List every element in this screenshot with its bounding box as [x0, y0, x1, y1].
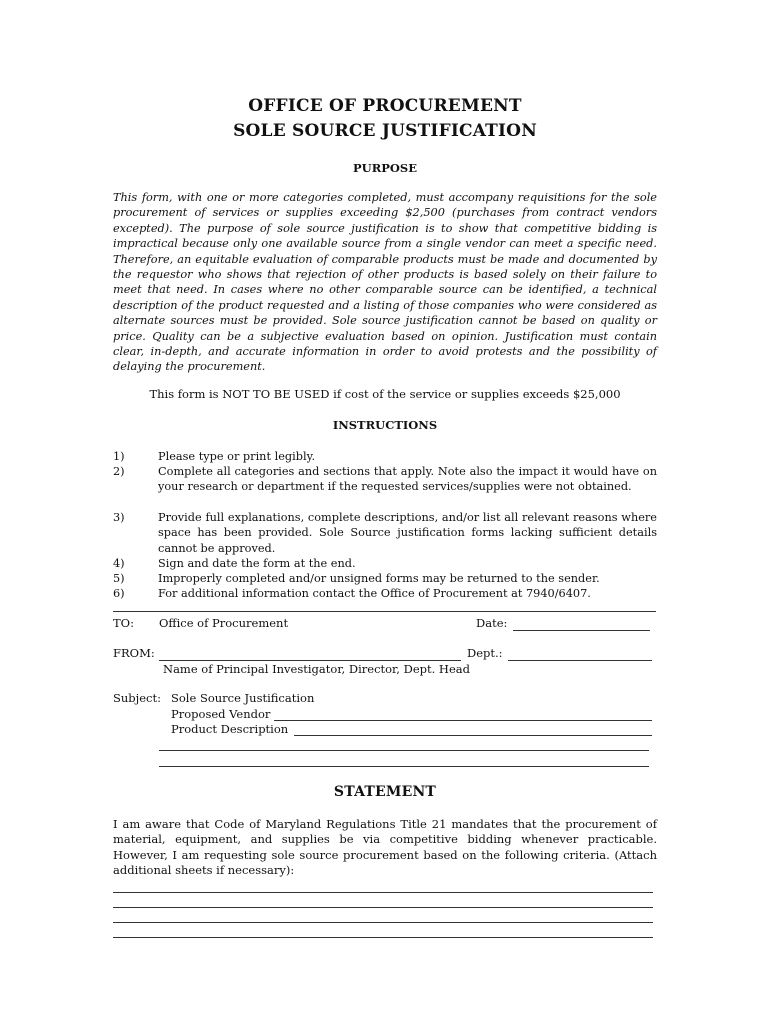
instruction-text: Provide full explanations, complete descriptions, and/or list all relevant reasons where space has been provided. Sole Source justification forms lacking sufficient details cannot be approved.: [158, 511, 657, 555]
from-label: FROM:: [113, 646, 155, 660]
statement-heading: STATEMENT: [333, 784, 437, 800]
instruction-item: [113, 556, 657, 572]
statement-answer-line[interactable]: [113, 892, 653, 893]
instruction-text: Sign and date the form at the end.: [158, 557, 356, 570]
product-description-line[interactable]: [159, 766, 649, 767]
statement-answer-line[interactable]: [113, 907, 653, 908]
purpose-heading: PURPOSE: [353, 161, 417, 175]
date-field[interactable]: [513, 630, 650, 631]
vendor-label: Proposed Vendor: [171, 707, 271, 721]
product-label: Product Description: [171, 722, 289, 736]
instruction-item: [113, 464, 657, 510]
instruction-number: 2): [113, 465, 125, 478]
statement-answer-line[interactable]: [113, 937, 653, 938]
instruction-number: 5): [113, 572, 125, 585]
instruction-number: 1): [113, 450, 125, 463]
instruction-number: 3): [113, 511, 125, 524]
date-label: Date:: [476, 616, 508, 630]
instruction-text: Please type or print legibly.: [158, 450, 316, 463]
instruction-text: Complete all categories and sections that apply. Note also the impact it would have on your research or department if the requested services/supplies were not obtained.: [158, 465, 657, 494]
instruction-text: Improperly completed and/or unsigned forms may be returned to the sender.: [158, 572, 600, 585]
page-title-line1: OFFICE OF PROCUREMENT: [248, 96, 522, 116]
subject-label: Subject:: [113, 691, 161, 705]
subject-value: Sole Source Justification: [171, 691, 315, 705]
purpose-text: This form, with one or more categories completed, must accompany requisitions for the sole procurement of services or supplies exceeding $2,500 (purchases from contract vendors excepted). The purpose of sole source justification is to show that competitive bidding is impractical because only one available source from a single vendor can meet a specific need. Therefore, an equitable evaluation of comparable products must be made and documented by the requestor who shows that rejection of other products is based solely on their failure to meet that need. In cases where no other comparable source can be identified, a technical description of the product requested and a listing of those companies who were considered as alternate sources must be provided. Sole source justification cannot be based on quality or price. Quality can be a subjective evaluation based on opinion. Justification must contain clear, in-depth, and accurate information in order to avoid protests and the possibility of delaying the procurement.: [113, 191, 657, 374]
from-caption: Name of Principal Investigator, Director, Dept. Head: [163, 662, 470, 676]
instruction-item: [113, 586, 657, 602]
to-label: TO:: [113, 616, 134, 630]
instruction-item: [113, 510, 657, 556]
instruction-text: For additional information contact the Office of Procurement at 7940/6407.: [158, 587, 591, 600]
product-description-line[interactable]: [159, 750, 649, 751]
dept-label: Dept.:: [467, 646, 503, 660]
to-value: Office of Procurement: [159, 616, 289, 630]
dept-field[interactable]: [508, 660, 652, 661]
page-title-line2: SOLE SOURCE JUSTIFICATION: [233, 121, 537, 141]
instruction-item: [113, 571, 657, 587]
instruction-number: 6): [113, 587, 125, 600]
section-divider: [113, 611, 656, 612]
instructions-heading: INSTRUCTIONS: [332, 418, 438, 432]
product-description-field[interactable]: [294, 735, 652, 736]
instruction-number: 4): [113, 557, 125, 570]
statement-text: I am aware that Code of Maryland Regulations Title 21 mandates that the procurement of material, equipment, and supplies be via competitive bidding whenever practicable. However, I am requesting sole source procurement based on the following criteria. (Attach additional sheets if necessary):: [113, 817, 657, 878]
usage-limit-note: This form is NOT TO BE USED if cost of the service or supplies exceeds $25,000: [149, 387, 621, 401]
vendor-field[interactable]: [274, 720, 652, 721]
instruction-item: [113, 449, 657, 465]
from-field[interactable]: [159, 660, 461, 661]
statement-answer-line[interactable]: [113, 922, 653, 923]
